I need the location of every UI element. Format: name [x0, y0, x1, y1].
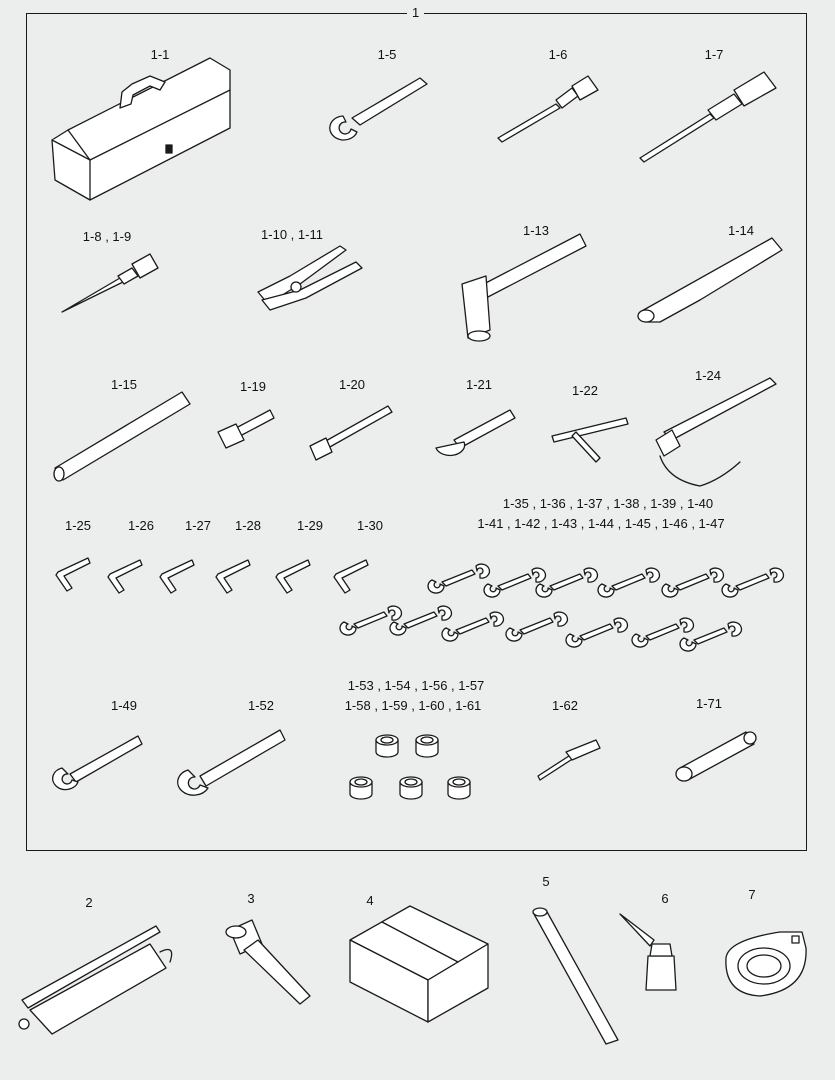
label-1-10-1-11: 1-10 , 1-11 — [261, 227, 323, 242]
ratchet-icon — [436, 410, 515, 455]
socket-icon — [416, 735, 438, 757]
open-end-wrench-icon — [566, 618, 627, 647]
open-end-wrench-icon — [598, 568, 659, 597]
open-end-wrench-icon — [722, 568, 783, 597]
hex-key-icon — [108, 560, 142, 593]
label-1-7: 1-7 — [704, 47, 724, 62]
label-1-53-1-57: 1-53 , 1-54 , 1-56 , 1-57 — [347, 678, 485, 693]
label-1-71: 1-71 — [695, 696, 723, 711]
hammer-icon — [462, 234, 586, 341]
box-spanner-icon — [676, 732, 756, 781]
socket-icon — [448, 777, 470, 799]
socket-icon — [376, 735, 398, 757]
label-1-27: 1-27 — [184, 518, 212, 533]
open-end-wrench-icon — [506, 612, 567, 641]
hose-fitting-icon — [226, 920, 310, 1004]
hex-key-icon — [334, 560, 368, 593]
hex-key-icon — [276, 560, 310, 593]
screwdriver-icon — [62, 254, 158, 312]
label-1-41-1-47: 1-41 , 1-42 , 1-43 , 1-44 , 1-45 , 1-46 , 1-47 — [477, 516, 725, 531]
label-1-8-1-9: 1-8 , 1-9 — [82, 229, 132, 244]
hex-key-icon — [216, 560, 250, 593]
label-1-5: 1-5 — [377, 47, 397, 62]
label-1-52: 1-52 — [247, 698, 275, 713]
open-end-wrench-icon — [662, 568, 723, 597]
label-1-30: 1-30 — [356, 518, 384, 533]
socket-icon — [350, 777, 372, 799]
label-1-26: 1-26 — [127, 518, 155, 533]
carton-box-icon — [350, 906, 488, 1022]
tube-icon — [638, 238, 782, 322]
label-1-14: 1-14 — [727, 223, 755, 238]
label-1-20: 1-20 — [338, 377, 366, 392]
label-1-21: 1-21 — [465, 377, 493, 392]
open-end-wrench-icon — [178, 730, 285, 795]
label-1-6: 1-6 — [548, 47, 568, 62]
ring-wrench-icon — [726, 932, 806, 996]
label-1-58-1-61: 1-58 , 1-59 , 1-60 , 1-61 — [344, 698, 482, 713]
strap-wrench-icon — [656, 378, 776, 486]
label-7: 7 — [748, 887, 756, 902]
label-1-1: 1-1 — [150, 47, 170, 62]
label-1-28: 1-28 — [234, 518, 262, 533]
screwdriver-icon — [640, 72, 776, 162]
tube-icon — [54, 392, 190, 481]
pliers-icon — [258, 246, 362, 310]
hex-key-icon — [160, 560, 194, 593]
toolbox-icon — [52, 58, 230, 200]
label-1-29: 1-29 — [296, 518, 324, 533]
open-end-wrench-icon — [428, 564, 489, 593]
adjustable-wrench-icon — [330, 78, 427, 140]
label-2: 2 — [85, 895, 93, 910]
label-1-62: 1-62 — [551, 698, 579, 713]
label-6: 6 — [661, 891, 669, 906]
label-4: 4 — [366, 893, 374, 908]
group-label: 1 — [407, 5, 424, 20]
socket-icon — [400, 777, 422, 799]
label-1-35-1-40: 1-35 , 1-36 , 1-37 , 1-38 , 1-39 , 1-40 — [502, 496, 714, 511]
hex-key-icon — [56, 558, 90, 591]
oil-can-icon — [620, 914, 676, 990]
screwdriver-icon — [498, 76, 598, 142]
label-1-19: 1-19 — [239, 379, 267, 394]
label-1-22: 1-22 — [571, 383, 599, 398]
pin-punch-icon — [538, 740, 600, 780]
socket-extension-icon — [218, 410, 274, 448]
label-1-24: 1-24 — [694, 368, 722, 383]
label-1-15: 1-15 — [110, 377, 138, 392]
t-handle-icon — [552, 418, 628, 462]
label-1-25: 1-25 — [64, 518, 92, 533]
socket-extension-icon — [310, 406, 392, 460]
label-3: 3 — [247, 891, 255, 906]
grease-gun-icon — [19, 926, 172, 1034]
open-end-wrench-icon — [53, 736, 142, 790]
tube-icon — [533, 908, 618, 1044]
label-1-49: 1-49 — [110, 698, 138, 713]
label-1-13: 1-13 — [522, 223, 550, 238]
label-5: 5 — [542, 874, 550, 889]
